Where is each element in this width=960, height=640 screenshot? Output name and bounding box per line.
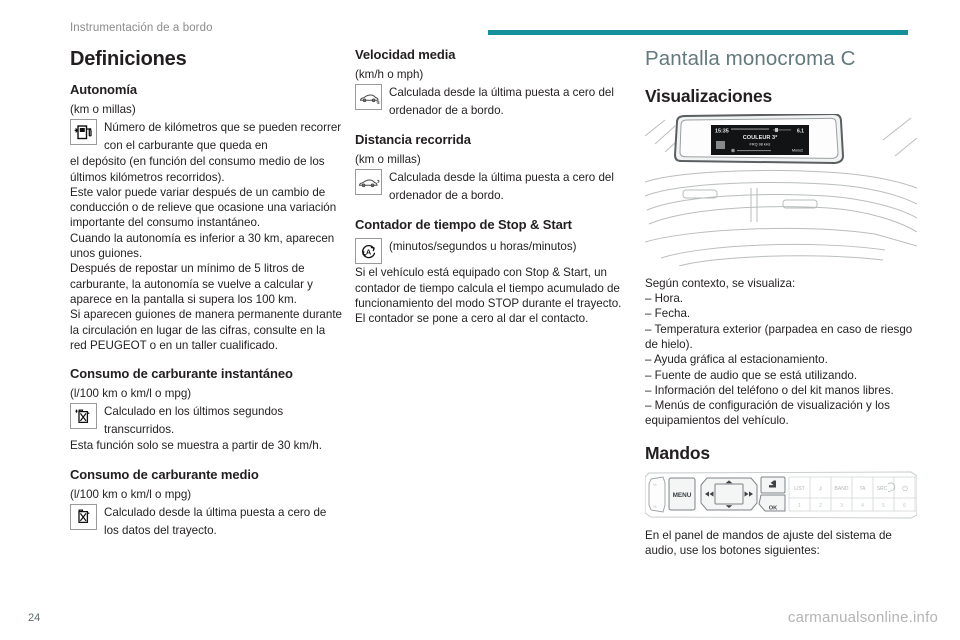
units-velocidad-media: (km/h o mph): [355, 67, 424, 81]
icon-text-autonomia: Número de kilómetros que se pueden recorrer con el carburante que queda en: [104, 121, 342, 153]
car-distance-icon: [355, 169, 382, 195]
heading-consumo-instantaneo: Consumo de carburante instantáneo: [70, 366, 293, 382]
paragraph-stop-start-2: El contador se pone a cero al dar el contacto.: [355, 312, 589, 326]
heading-distancia-recorrida: Distancia recorrida: [355, 132, 471, 148]
list-item-telefono: – Información del teléfono o del kit manos libres.: [645, 383, 894, 397]
list-item-menus: – Menús de configuración de visualización y los equipamientos del vehículo.: [645, 399, 890, 428]
icon-block-stop-start: [355, 237, 627, 265]
list-item-fuente-audio: – Fuente de audio que se está utilizando.: [645, 368, 858, 382]
column-left: [70, 48, 342, 539]
paragraph-mandos: En el panel de mandos de ajuste del sistema de audio, use los botones siguientes:: [645, 529, 892, 558]
page-number: 24: [28, 612, 41, 624]
fuel-can-cross-icon: [70, 403, 97, 429]
paragraph-autonomia-4: Después de repostar un mínimo de 5 litros de carburante, la autonomía se vuelve a calcular y aparece en la pantalla si supera los 100 km.: [70, 262, 313, 306]
panel-list-label: LIST: [794, 486, 805, 493]
svg-text:⏻: ⏻: [902, 486, 908, 494]
running-head: Instrumentación de a bordo: [70, 22, 213, 34]
list-item-hora: – Hora.: [645, 292, 684, 306]
svg-text:♪: ♪: [818, 483, 823, 493]
panel-preset-4: 4: [861, 503, 864, 510]
panel-preset-5: 5: [882, 503, 885, 510]
list-item-ayuda-estacionamiento: – Ayuda gráfica al estacionamiento.: [645, 353, 828, 367]
lcd-right: Mono2: [792, 148, 803, 153]
lcd-sub: FRQ 98 kHz: [749, 142, 771, 147]
panel-ok-label: OK: [768, 505, 778, 512]
panel-preset-2: 2: [819, 503, 822, 510]
page-title: Definiciones: [70, 48, 187, 70]
panel-src-label: SRC: [876, 486, 888, 493]
units-consumo-medio: (l/100 km o km/l o mpg): [70, 487, 192, 501]
icon-text-velocidad-media: Calculada desde la última puesta a cero del ordenador de a bordo.: [389, 86, 614, 118]
svg-text:A: A: [365, 247, 372, 257]
list-item-fecha: – Fecha.: [645, 307, 691, 321]
audio-control-panel-illustration: [645, 471, 917, 519]
stop-start-icon: [355, 238, 382, 264]
paragraph-consumo-instantaneo-1: Esta función solo se muestra a partir de 30 km/h.: [70, 439, 322, 453]
fuel-pump-icon: [70, 119, 97, 145]
paragraph-stop-start-1: Si el vehículo está equipado con Stop & Start, un contador de tiempo calcula el tiempo acumulado de funcionamiento del modo STOP durante el trayecto.: [355, 266, 622, 310]
panel-ta-label: TA: [859, 486, 866, 493]
paragraph-autonomia-2: Este valor puede variar después de un cambio de conducción o de relieve que ocasione una variación importante del consumo instantáneo.: [70, 185, 337, 230]
paragraph-autonomia-3: Cuando la autonomía es inferior a 30 km, aparecen unos guiones.: [70, 231, 335, 261]
icon-text-consumo-medio: Calculado desde la última puesta a cero de los datos del trayecto.: [104, 505, 327, 537]
heading-velocidad-media: Velocidad media: [355, 47, 456, 62]
header-rule: [488, 30, 908, 35]
heading-visualizaciones: Visualizaciones: [645, 85, 773, 106]
icon-text-consumo-instantaneo: Calculado en los últimos segundos transcurridos.: [104, 405, 284, 437]
panel-preset-6: 6: [903, 503, 906, 510]
units-distancia-recorrida: (km o millas): [355, 153, 421, 167]
lcd-temperature: 6.1: [797, 128, 804, 135]
paragraph-autonomia-5: Si aparecen guiones de manera permanente durante la circulación en lugar de las cifras, consulte en la red PEUGEOT o en un taller cualificado.: [70, 308, 342, 352]
panel-band-label: BAND: [834, 486, 849, 493]
section-title-pantalla-monocroma: Pantalla monocroma C: [645, 47, 856, 70]
icon-block-velocidad-media: [355, 83, 627, 119]
watermark: carmanualsonline.info: [787, 609, 938, 626]
column-right: [645, 48, 917, 559]
fuel-can-cross-icon: [70, 504, 97, 530]
intro-visualizaciones: Según contexto, se visualiza:: [645, 276, 796, 290]
car-speed-icon: [355, 84, 382, 110]
icon-block-consumo-medio: [70, 503, 342, 539]
panel-menu-label: MENU: [672, 492, 692, 500]
units-consumo-instantaneo: (l/100 km o km/l o mpg): [70, 387, 192, 401]
dashboard-monochrome-screen-illustration: [645, 114, 917, 266]
icon-block-distancia-recorrida: [355, 168, 627, 204]
panel-preset-3: 3: [840, 503, 843, 510]
svg-text:%: %: [653, 504, 657, 510]
icon-block-autonomia: [70, 118, 342, 154]
heading-consumo-medio: Consumo de carburante medio: [70, 466, 259, 482]
units-autonomia: (km o millas): [70, 102, 136, 116]
heading-mandos: Mandos: [645, 442, 710, 463]
heading-contador-stop-start: Contador de tiempo de Stop & Start: [355, 217, 572, 233]
svg-text:%: %: [653, 482, 657, 488]
column-middle: [355, 48, 627, 327]
icon-text-stop-start: (minutos/segundos u horas/minutos): [389, 240, 577, 254]
lcd-clock: 15:35: [715, 128, 729, 135]
lcd-main: COULEUR 3*: [742, 134, 778, 141]
paragraph-autonomia-1: el depósito (en función del consumo medio de los últimos kilómetros recorridos).: [70, 155, 325, 184]
list-item-temperatura: – Temperatura exterior (parpadea en caso de riesgo de hielo).: [645, 322, 913, 351]
heading-autonomia: Autonomía: [70, 82, 137, 97]
icon-block-consumo-instantaneo: [70, 402, 342, 438]
panel-preset-1: 1: [798, 503, 801, 510]
icon-text-distancia-recorrida: Calculada desde la última puesta a cero del ordenador de a bordo.: [389, 171, 614, 203]
